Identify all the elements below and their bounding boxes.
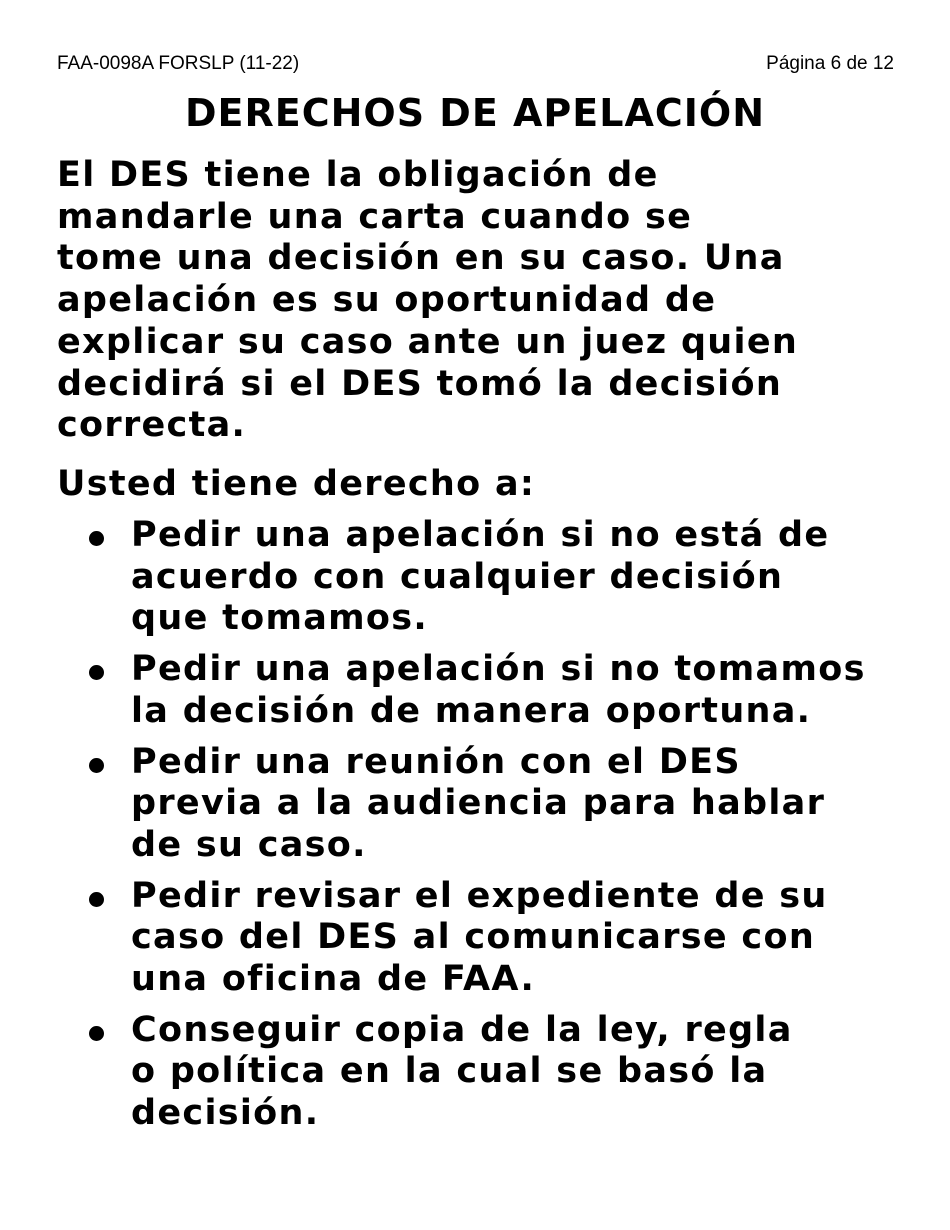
list-item [57,649,907,732]
intro-line: explicar su caso ante un juez quien [57,321,799,362]
list-item-line: o política en la cual se basó la [131,1051,768,1092]
list-item-line: acuerdo con cualquier decisión [131,556,784,597]
intro-line: tome una decisión en su caso. Una [57,238,785,279]
list-item-line: una oficina de FAA. [131,959,536,1000]
list-item [57,515,907,640]
rights-list [57,515,907,1144]
list-item-line: Conseguir copia de la ley, regla [131,1009,793,1050]
intro-line: correcta. [57,405,247,446]
form-code: FAA-0098A FORSLP (11-22) [57,53,300,74]
page-indicator: Página 6 de 12 [766,53,894,74]
list-item-line: caso del DES al comunicarse con [131,917,816,958]
rights-heading: Usted tiene derecho a: [57,464,536,504]
intro-line: mandarle una carta cuando se [57,196,693,237]
list-item-line: Pedir una apelación si no está de [131,515,830,555]
list-item [57,1010,907,1135]
bullet-icon [89,665,104,680]
list-item-line: Pedir una apelación si no tomamos [131,649,866,690]
bullet-icon [89,1026,104,1041]
list-item-line: Pedir revisar el expediente de su [131,875,828,916]
intro-paragraph [57,155,887,447]
intro-line: El DES tiene la obligación de [57,155,659,195]
list-item-line: previa a la audiencia para hablar [131,783,826,824]
page-title: DERECHOS DE APELACIÓN [184,91,765,135]
list-item-line: Pedir una reunión con el DES [131,741,741,782]
intro-line: apelación es su oportunidad de [57,280,717,321]
list-item-line: la decisión de manera oportuna. [131,690,812,731]
list-item-line: decisión. [131,1093,320,1134]
list-item [57,876,907,1001]
intro-line: decidirá si el DES tomó la decisión [57,363,783,404]
bullet-icon [89,892,104,907]
list-item-line: que tomamos. [131,598,429,639]
list-item [57,742,907,867]
bullet-icon [89,758,104,773]
list-item-line: de su caso. [131,824,367,865]
bullet-icon [89,531,104,546]
